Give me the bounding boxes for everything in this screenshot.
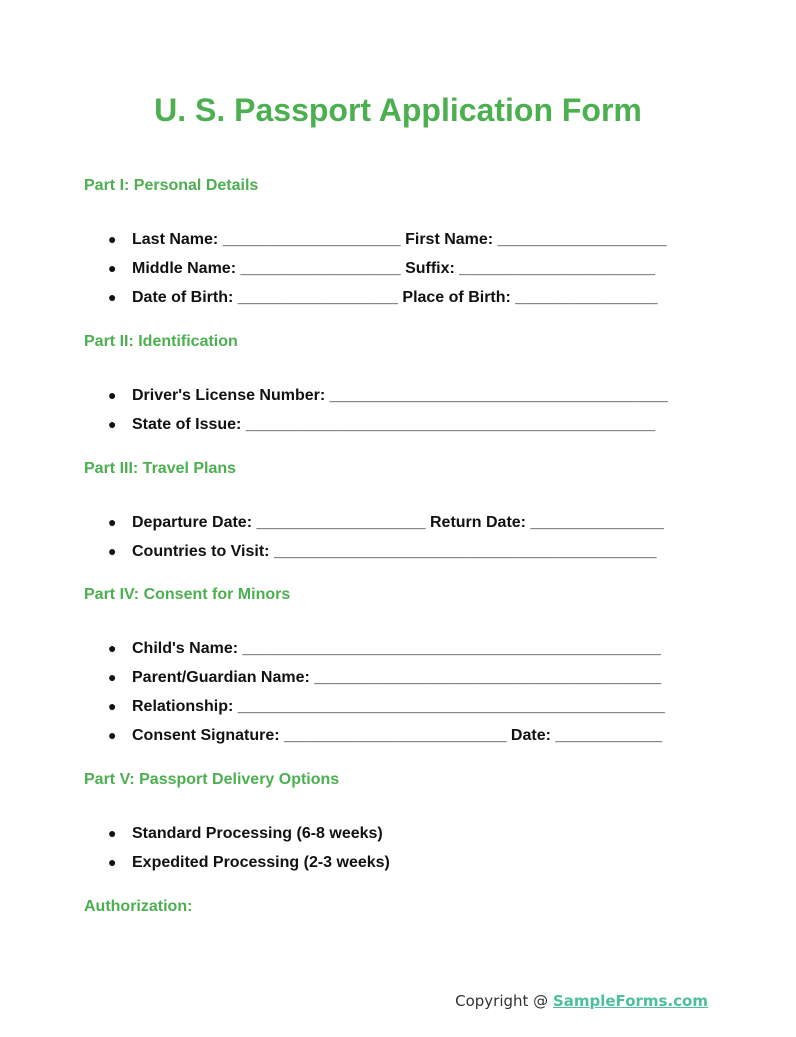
section-personal-details — [84, 176, 667, 312]
section-heading: Part IV: Consent for Minors — [84, 586, 291, 603]
brand-link[interactable]: SampleForms.com — [552, 992, 708, 1010]
bullet-icon: ● — [108, 514, 117, 530]
section-heading: Part V: Passport Delivery Options — [84, 771, 340, 788]
field-relationship[interactable]: ● Relationship: ________________________________________________ — [84, 692, 665, 721]
bullet-icon: ● — [108, 640, 117, 656]
section-identification — [84, 332, 668, 439]
section-authorization — [84, 897, 192, 917]
bullet-icon: ● — [108, 669, 117, 685]
bullet-icon: ● — [108, 387, 117, 403]
field-name-row[interactable]: ● Last Name: ____________________ First Name: ___________________ — [84, 225, 667, 254]
bullet-icon: ● — [108, 289, 117, 305]
section-travel-plans — [84, 459, 664, 566]
bullet-icon: ● — [108, 543, 117, 559]
bullet-icon: ● — [108, 825, 117, 841]
field-birth-row[interactable]: ● Date of Birth: __________________ Place of Birth: ________________ — [84, 283, 667, 312]
bullet-icon: ● — [108, 854, 117, 870]
option-standard-processing[interactable]: ● Standard Processing (6-8 weeks) — [84, 819, 390, 848]
section-delivery-options — [84, 770, 390, 877]
field-consent-signature[interactable]: ● Consent Signature: _________________________ Date: ____________ — [84, 721, 665, 750]
copyright-text: Copyright @ — [455, 992, 553, 1010]
field-countries[interactable]: ● Countries to Visit: ___________________________________________ — [84, 537, 664, 566]
field-travel-dates[interactable]: ● Departure Date: ___________________ Return Date: _______________ — [84, 508, 664, 537]
option-expedited-processing[interactable]: ● Expedited Processing (2-3 weeks) — [84, 848, 390, 877]
field-drivers-license[interactable]: ● Driver's License Number: ______________________________________ — [84, 381, 668, 410]
section-consent-minors — [84, 585, 665, 750]
field-state-of-issue[interactable]: ● State of Issue: ______________________________________________ — [84, 410, 668, 439]
section-heading: Part III: Travel Plans — [84, 460, 237, 477]
bullet-icon: ● — [108, 727, 117, 743]
section-heading: Part I: Personal Details — [84, 177, 259, 194]
footer-copyright — [455, 992, 708, 1010]
field-guardian-name[interactable]: ● Parent/Guardian Name: _______________________________________ — [84, 663, 665, 692]
field-child-name[interactable]: ● Child's Name: _______________________________________________ — [84, 634, 665, 663]
bullet-icon: ● — [108, 416, 117, 432]
bullet-icon: ● — [108, 698, 117, 714]
bullet-icon: ● — [108, 260, 117, 276]
page-title: U. S. Passport Application Form — [154, 92, 642, 128]
field-middle-name-row[interactable]: ● Middle Name: __________________ Suffix: ______________________ — [84, 254, 667, 283]
section-heading: Part II: Identification — [84, 333, 238, 350]
bullet-icon: ● — [108, 231, 117, 247]
section-heading: Authorization: — [84, 898, 193, 915]
